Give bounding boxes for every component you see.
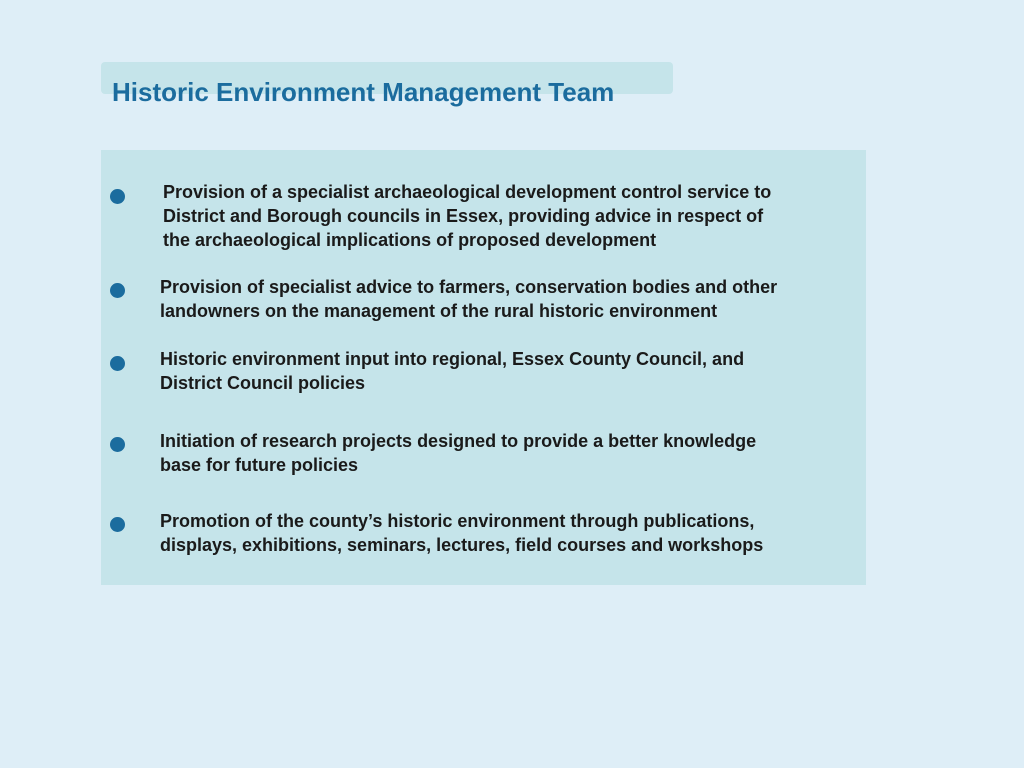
bullet-dot-icon <box>110 189 125 204</box>
bullet-item-2: Provision of specialist advice to farmers, conservation bodies and other landowners on the management of the rural historic environment <box>160 277 778 321</box>
bullet-item-3: Historic environment input into regional, Essex County Council, and District Council policies <box>160 349 745 393</box>
bullet-dot-icon <box>110 283 125 298</box>
bullet-dot-icon <box>110 437 125 452</box>
bullet-item-1: Provision of a specialist archaeological development control service to District and Borough councils in Essex, providing advice in respect of the archaeological implications of proposed development <box>163 182 772 250</box>
bullet-item-5: Promotion of the county’s historic environment through publications, displays, exhibitions, seminars, lectures, field courses and workshops <box>160 511 764 555</box>
bullet-item-4: Initiation of research projects designed to provide a better knowledge base for future policies <box>160 431 757 475</box>
bullet-dot-icon <box>110 356 125 371</box>
bullet-dot-icon <box>110 517 125 532</box>
page-title: Historic Environment Management Team <box>112 77 615 107</box>
